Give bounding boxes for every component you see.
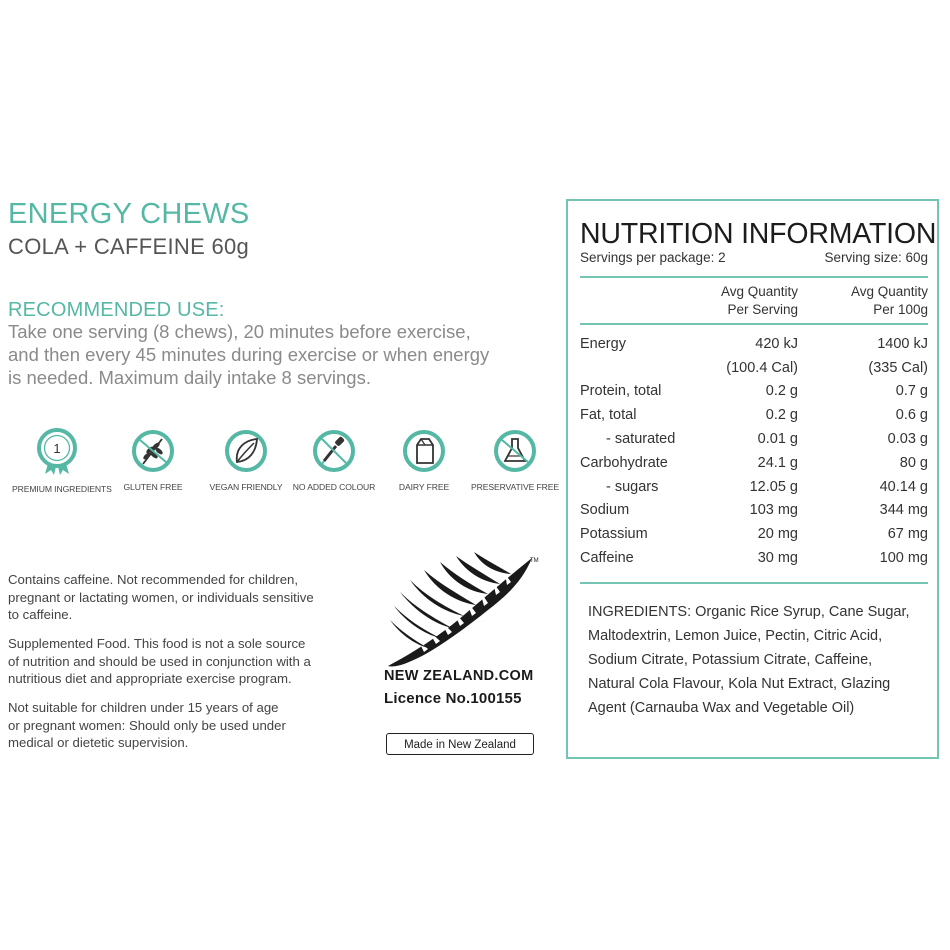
servings-per-package: Servings per package: 2 [580, 250, 726, 265]
preservative-free-icon [492, 428, 538, 474]
col-header-per-serving: Avg Quantity Per Serving [720, 284, 798, 317]
badge-dairy-free [379, 428, 469, 492]
supplemented-food-note [8, 635, 358, 688]
serving-size: Serving size: 60g [824, 250, 928, 265]
trademark-mark: TM [530, 558, 539, 564]
nutrition-row-carbohydrate: Carbohydrate 24.1 g 80 g [580, 455, 928, 471]
warning-line: nutritious diet and appropriate exercise program. [8, 671, 292, 686]
recommended-use-heading: RECOMMENDED USE: [8, 299, 225, 321]
nutrition-row-saturated: - saturated 0.01 g 0.03 g [606, 431, 928, 447]
recommended-line: and then every 45 minutes during exercise or when energy [8, 344, 490, 365]
recommended-use-text [8, 320, 538, 389]
nutrition-row-sodium: Sodium 103 mg 344 mg [580, 502, 928, 518]
warning-line: Supplemented Food. This food is not a sole source [8, 636, 306, 651]
header-divider [580, 276, 928, 278]
badge-no-added-colour [289, 428, 379, 492]
warning-line: pregnant or lactating women, or individuals sensitive [8, 589, 314, 605]
nutrition-row-caffeine: Caffeine 30 mg 100 mg [580, 550, 928, 566]
gluten-free-icon [130, 428, 176, 474]
nutrition-title: NUTRITION INFORMATION [580, 218, 937, 250]
dairy-free-icon [401, 428, 447, 474]
badge-label: VEGAN FRIENDLY [209, 482, 283, 492]
vegan-friendly-icon [223, 428, 269, 474]
table-bottom-divider [580, 582, 928, 584]
ingredients-text [588, 600, 934, 720]
warning-line: or pregnant women: Should only be used under [8, 717, 286, 733]
ingredients-line: INGREDIENTS: Organic Rice Syrup, Cane Sugar, [588, 604, 910, 620]
badge-vegan-friendly [201, 428, 291, 492]
nutrition-row-energy-cal: (100.4 Cal) (335 Cal) [726, 360, 928, 376]
licence-number: Licence No.100155 [384, 690, 522, 707]
badge-label: PREMIUM INGREDIENTS [12, 484, 112, 494]
nutrition-row-fat: Fat, total 0.2 g 0.6 g [580, 407, 928, 423]
made-in-nz-label: Made in New Zealand [386, 733, 534, 755]
product-subtitle: COLA + CAFFEINE 60g [8, 234, 250, 259]
warning-line: of nutrition and should be used in conjunction with a [8, 653, 311, 669]
nutrition-row-energy: Energy 420 kJ 1400 kJ [580, 336, 928, 352]
product-title: ENERGY CHEWS [8, 198, 250, 230]
recommended-line: is needed. Maximum daily intake 8 servings. [8, 367, 371, 388]
ingredients-line: Natural Cola Flavour, Kola Nut Extract, Glazing [588, 676, 891, 692]
badge-label: GLUTEN FREE [123, 482, 183, 492]
ingredients-line: Sodium Citrate, Potassium Citrate, Caffeine, [588, 652, 873, 668]
age-restriction-note [8, 699, 358, 752]
badge-premium-ingredients [12, 428, 112, 494]
badge-label: PRESERVATIVE FREE [470, 482, 560, 492]
ingredients-line: Agent (Carnauba Wax and Vegetable Oil) [588, 700, 855, 716]
col-header-per-100g: Avg Quantity Per 100g [850, 284, 928, 317]
nutrition-row-sugars: - sugars 12.05 g 40.14 g [606, 479, 928, 495]
premium-ingredients-icon [35, 428, 79, 476]
badge-number: 1 [53, 441, 61, 456]
badge-preservative-free [470, 428, 560, 492]
recommended-line: Take one serving (8 chews), 20 minutes before exercise, [8, 321, 471, 342]
nz-website: NEW ZEALAND.COM [384, 668, 534, 684]
feature-badges [4, 428, 560, 500]
warning-line: to caffeine. [8, 607, 73, 622]
warning-line: medical or dietetic supervision. [8, 735, 189, 750]
caffeine-warning [8, 571, 358, 624]
nutrition-row-protein: Protein, total 0.2 g 0.7 g [580, 383, 928, 399]
nutrition-row-potassium: Potassium 20 mg 67 mg [580, 526, 928, 542]
warning-line: Not suitable for children under 15 years of age [8, 700, 279, 715]
badge-label: NO ADDED COLOUR [292, 482, 376, 492]
silver-fern-logo [384, 548, 544, 672]
no-added-colour-icon [311, 428, 357, 474]
badge-label: DAIRY FREE [398, 482, 450, 492]
badge-gluten-free [108, 428, 198, 492]
column-header-divider [580, 323, 928, 325]
warning-line: Contains caffeine. Not recommended for children, [8, 572, 299, 587]
ingredients-line: Maltodextrin, Lemon Juice, Pectin, Citric Acid, [588, 628, 883, 644]
